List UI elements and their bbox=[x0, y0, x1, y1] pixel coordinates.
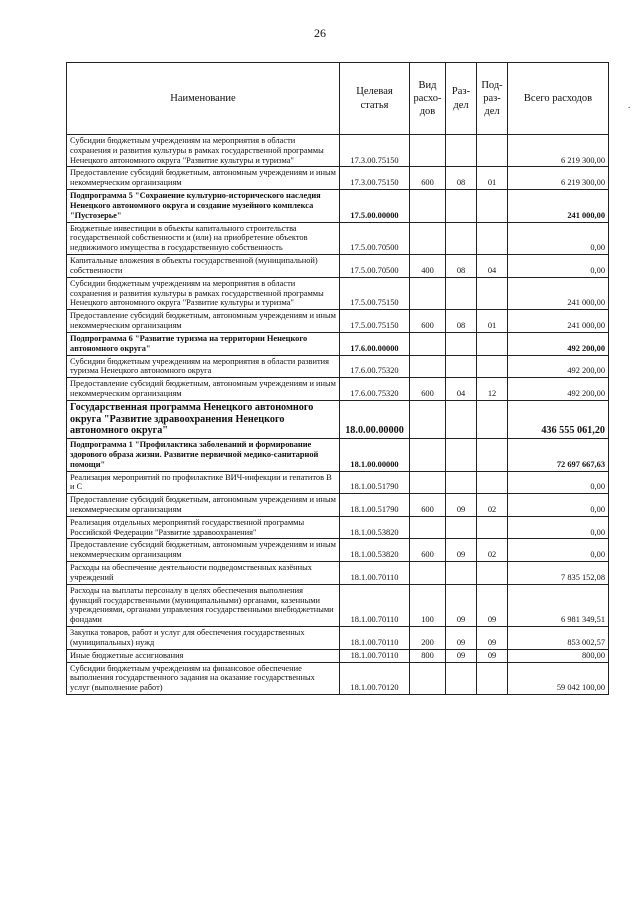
row-name: Реализация мероприятий по профилактике ВИЧ-инфекции и гепатитов В и С bbox=[67, 471, 340, 494]
row-target-article: 18.1.00.51790 bbox=[340, 494, 410, 517]
header-section: Раз-дел bbox=[446, 63, 477, 135]
row-name: Подпрограмма 1 "Профилактика заболеваний и формирование здорового образа жизни. Развитие первичной медико-санитарной помощи" bbox=[67, 439, 340, 471]
header-subsection: Под-раз-дел bbox=[477, 63, 508, 135]
row-total: 6 219 300,00 bbox=[508, 135, 609, 167]
row-name: Расходы на обеспечение деятельности подведомственных казённых учреждений bbox=[67, 562, 340, 585]
row-target-article: 18.0.00.00000 bbox=[340, 400, 410, 438]
row-subsection bbox=[477, 332, 508, 355]
row-expense-type bbox=[410, 190, 446, 222]
row-name: Подпрограмма 6 "Развитие туризма на территории Ненецкого автономного округа" bbox=[67, 332, 340, 355]
row-target-article: 18.1.00.51790 bbox=[340, 471, 410, 494]
table-row bbox=[67, 471, 609, 494]
row-total: 0,00 bbox=[508, 471, 609, 494]
row-subsection bbox=[477, 277, 508, 309]
row-total: 436 555 061,20 bbox=[508, 400, 609, 438]
table-row bbox=[67, 135, 609, 167]
table-row bbox=[67, 355, 609, 378]
row-subsection: 09 bbox=[477, 649, 508, 662]
row-total: 0,00 bbox=[508, 494, 609, 517]
row-subsection: 02 bbox=[477, 539, 508, 562]
table-row bbox=[67, 255, 609, 278]
row-section: 09 bbox=[446, 539, 477, 562]
row-subsection bbox=[477, 662, 508, 694]
row-section: 09 bbox=[446, 584, 477, 626]
row-total: 492 200,00 bbox=[508, 355, 609, 378]
row-expense-type bbox=[410, 222, 446, 254]
row-subsection: 02 bbox=[477, 494, 508, 517]
row-section bbox=[446, 471, 477, 494]
table-row bbox=[67, 584, 609, 626]
row-expense-type bbox=[410, 355, 446, 378]
row-section bbox=[446, 516, 477, 539]
row-expense-type: 600 bbox=[410, 494, 446, 517]
row-name: Бюджетные инвестиции в объекты капитального строительства государственной собственности и (или) на приобретение объектов недвижимого имущества в государственную собственность bbox=[67, 222, 340, 254]
row-subsection bbox=[477, 222, 508, 254]
row-target-article: 18.1.00.70110 bbox=[340, 584, 410, 626]
row-subsection bbox=[477, 135, 508, 167]
row-name: Реализация отдельных мероприятий государственной программы Российской Федерации "Развитие здравоохранения" bbox=[67, 516, 340, 539]
row-subsection bbox=[477, 190, 508, 222]
row-total: 72 697 667,63 bbox=[508, 439, 609, 471]
row-expense-type bbox=[410, 400, 446, 438]
row-target-article: 17.6.00.75320 bbox=[340, 355, 410, 378]
row-target-article: 17.3.00.75150 bbox=[340, 135, 410, 167]
row-target-article: 17.5.00.70500 bbox=[340, 255, 410, 278]
table-row bbox=[67, 167, 609, 190]
row-expense-type bbox=[410, 135, 446, 167]
row-section bbox=[446, 135, 477, 167]
row-section: 09 bbox=[446, 627, 477, 650]
row-total: 800,00 bbox=[508, 649, 609, 662]
row-target-article: 17.5.00.00000 bbox=[340, 190, 410, 222]
budget-table bbox=[66, 62, 609, 695]
row-expense-type: 600 bbox=[410, 539, 446, 562]
row-target-article: 17.5.00.70500 bbox=[340, 222, 410, 254]
row-name: Предоставление субсидий бюджетным, автономным учреждениям и иным некоммерческим организациям bbox=[67, 167, 340, 190]
row-expense-type bbox=[410, 516, 446, 539]
header-target-article: Целевая статья bbox=[340, 63, 410, 135]
row-target-article: 17.6.00.00000 bbox=[340, 332, 410, 355]
row-subsection: 09 bbox=[477, 627, 508, 650]
row-total: 492 200,00 bbox=[508, 378, 609, 401]
table-row bbox=[67, 190, 609, 222]
header-name: Наименование bbox=[67, 63, 340, 135]
row-expense-type bbox=[410, 332, 446, 355]
row-section bbox=[446, 190, 477, 222]
table-row bbox=[67, 494, 609, 517]
row-total: 6 219 300,00 bbox=[508, 167, 609, 190]
table-row bbox=[67, 539, 609, 562]
row-total: 241 000,00 bbox=[508, 310, 609, 333]
table-row bbox=[67, 649, 609, 662]
row-total: 0,00 bbox=[508, 539, 609, 562]
row-section bbox=[446, 277, 477, 309]
row-name: Закупка товаров, работ и услуг для обеспечения государственных (муниципальных) нужд bbox=[67, 627, 340, 650]
table-row bbox=[67, 562, 609, 585]
table-header-row bbox=[67, 63, 609, 135]
row-section bbox=[446, 562, 477, 585]
row-expense-type bbox=[410, 662, 446, 694]
table-row bbox=[67, 332, 609, 355]
header-expense-type: Вид расхо-дов bbox=[410, 63, 446, 135]
row-section bbox=[446, 662, 477, 694]
row-total: 7 835 152,08 bbox=[508, 562, 609, 585]
row-expense-type bbox=[410, 439, 446, 471]
row-expense-type bbox=[410, 471, 446, 494]
row-total: 241 000,00 bbox=[508, 277, 609, 309]
row-section: 08 bbox=[446, 167, 477, 190]
row-expense-type: 600 bbox=[410, 167, 446, 190]
row-name: Субсидии бюджетным учреждениям на мероприятия в области сохранения и развития культуры в рамках государственной программы Ненецкого автономного округа "Развитие культуры и туризма" bbox=[67, 135, 340, 167]
row-total: 59 042 100,00 bbox=[508, 662, 609, 694]
row-name: Субсидии бюджетным учреждениям на финансовое обеспечение выполнения государственного задания на оказание государственных услуг (выполнение работ) bbox=[67, 662, 340, 694]
row-section bbox=[446, 439, 477, 471]
row-subsection: 01 bbox=[477, 167, 508, 190]
table-row bbox=[67, 627, 609, 650]
row-name: Расходы на выплаты персоналу в целях обеспечения выполнения функций государственными (муниципальными) органами, казенными учреждениями, органами управления государственными внебюджетными фондами bbox=[67, 584, 340, 626]
table-row bbox=[67, 222, 609, 254]
row-name: Предоставление субсидий бюджетным, автономным учреждениям и иным некоммерческим организациям bbox=[67, 378, 340, 401]
row-expense-type bbox=[410, 277, 446, 309]
table-body bbox=[67, 135, 609, 695]
row-target-article: 18.1.00.70120 bbox=[340, 662, 410, 694]
row-target-article: 18.1.00.53820 bbox=[340, 516, 410, 539]
row-total: 0,00 bbox=[508, 255, 609, 278]
row-total: 6 981 349,51 bbox=[508, 584, 609, 626]
row-name: Предоставление субсидий бюджетным, автономным учреждениям и иным некоммерческим организациям bbox=[67, 310, 340, 333]
table-row bbox=[67, 662, 609, 694]
margin-mark: . bbox=[628, 100, 631, 110]
row-total: 241 000,00 bbox=[508, 190, 609, 222]
row-name: Субсидии бюджетным учреждениям на мероприятия в области сохранения и развития культуры в рамках государственной программы Ненецкого автономного округа "Развитие культуры и туризма" bbox=[67, 277, 340, 309]
table-row bbox=[67, 310, 609, 333]
row-target-article: 17.5.00.75150 bbox=[340, 277, 410, 309]
row-target-article: 18.1.00.70110 bbox=[340, 562, 410, 585]
row-target-article: 18.1.00.70110 bbox=[340, 627, 410, 650]
row-expense-type: 100 bbox=[410, 584, 446, 626]
row-section: 09 bbox=[446, 494, 477, 517]
row-target-article: 18.1.00.53820 bbox=[340, 539, 410, 562]
row-subsection bbox=[477, 562, 508, 585]
row-section: 08 bbox=[446, 310, 477, 333]
row-subsection bbox=[477, 439, 508, 471]
row-target-article: 17.6.00.75320 bbox=[340, 378, 410, 401]
row-total: 0,00 bbox=[508, 222, 609, 254]
row-subsection: 01 bbox=[477, 310, 508, 333]
table-row bbox=[67, 400, 609, 438]
row-section bbox=[446, 355, 477, 378]
row-expense-type: 600 bbox=[410, 378, 446, 401]
row-section: 08 bbox=[446, 255, 477, 278]
table-row bbox=[67, 439, 609, 471]
row-expense-type: 600 bbox=[410, 310, 446, 333]
row-expense-type bbox=[410, 562, 446, 585]
row-name: Государственная программа Ненецкого автономного округа "Развитие здравоохранения Ненецкого автономного округа" bbox=[67, 400, 340, 438]
page-number: 26 bbox=[314, 26, 326, 40]
row-target-article: 18.1.00.00000 bbox=[340, 439, 410, 471]
row-total: 0,00 bbox=[508, 516, 609, 539]
row-name: Подпрограмма 5 "Сохранение культурно-исторического наследия Ненецкого автономного округа и создание музейного комплекса "Пустозерье" bbox=[67, 190, 340, 222]
row-section: 04 bbox=[446, 378, 477, 401]
row-name: Капитальные вложения в объекты государственной (муниципальной) собственности bbox=[67, 255, 340, 278]
table-row bbox=[67, 378, 609, 401]
row-subsection bbox=[477, 400, 508, 438]
table-row bbox=[67, 277, 609, 309]
row-name: Субсидии бюджетным учреждениям на мероприятия в области развития туризма Ненецкого автономного округа bbox=[67, 355, 340, 378]
row-subsection: 04 bbox=[477, 255, 508, 278]
header-total: Всего расходов bbox=[508, 63, 609, 135]
row-name: Предоставление субсидий бюджетным, автономным учреждениям и иным некоммерческим организациям bbox=[67, 539, 340, 562]
row-total: 492 200,00 bbox=[508, 332, 609, 355]
row-target-article: 17.3.00.75150 bbox=[340, 167, 410, 190]
row-section: 09 bbox=[446, 649, 477, 662]
table-row bbox=[67, 516, 609, 539]
row-target-article: 18.1.00.70110 bbox=[340, 649, 410, 662]
row-subsection: 09 bbox=[477, 584, 508, 626]
row-expense-type: 800 bbox=[410, 649, 446, 662]
row-target-article: 17.5.00.75150 bbox=[340, 310, 410, 333]
row-expense-type: 400 bbox=[410, 255, 446, 278]
row-section bbox=[446, 222, 477, 254]
row-subsection: 12 bbox=[477, 378, 508, 401]
row-name: Предоставление субсидий бюджетным, автономным учреждениям и иным некоммерческим организациям bbox=[67, 494, 340, 517]
row-subsection bbox=[477, 516, 508, 539]
row-subsection bbox=[477, 355, 508, 378]
row-name: Иные бюджетные ассигнования bbox=[67, 649, 340, 662]
row-section bbox=[446, 332, 477, 355]
row-total: 853 002,57 bbox=[508, 627, 609, 650]
row-expense-type: 200 bbox=[410, 627, 446, 650]
row-section bbox=[446, 400, 477, 438]
row-subsection bbox=[477, 471, 508, 494]
